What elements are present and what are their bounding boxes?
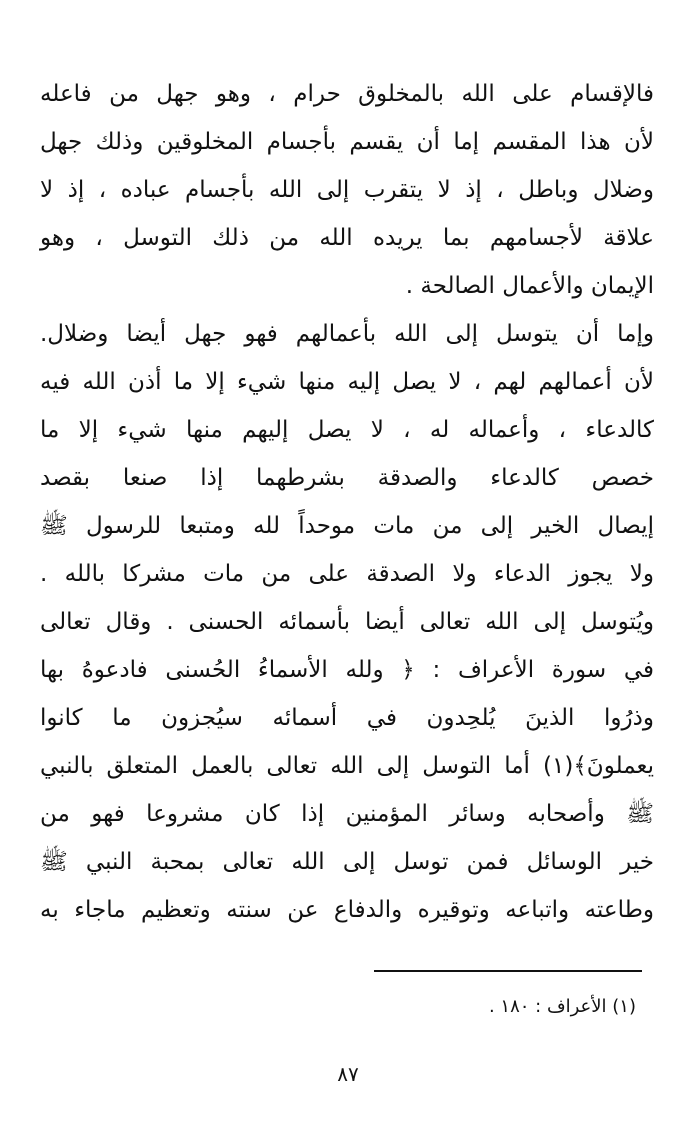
text-line: وذرُوا الذينَ يُلحِدون في أسمائه سيُجزون ما كانوا (40, 705, 654, 731)
text-line: الإيمان والأعمال الصالحة . (405, 273, 654, 299)
text-line: إيصال الخير إلى من مات موحداً لله ومتبعا للرسول ﷺ (40, 513, 654, 539)
text-line: وإما أن يتوسل إلى الله بأعمالهم فهو جهل أيضا وضلال. (40, 321, 654, 347)
text-line: لأن أعمالهم لهم ، لا يصل إليه منها شيء إلا ما أذن الله فيه (40, 369, 654, 395)
text-line: وضلال وباطل ، إذ لا يتقرب إلى الله بأجسام عباده ، إذ لا (40, 177, 654, 203)
text-line: لأن هذا المقسم إما أن يقسم بأجسام المخلوقين وذلك جهل (40, 129, 654, 155)
text-line: يعملونَ﴾(١) أما التوسل إلى الله تعالى بالعمل المتعلق بالنبي (40, 753, 654, 779)
text-line: فالإقسام على الله بالمخلوق حرام ، وهو جهل من فاعله (40, 81, 654, 107)
text-line: كالدعاء ، وأعماله له ، لا يصل إليهم منها شيء إلا ما (40, 417, 654, 443)
footnote-divider (374, 970, 642, 972)
page-number: ٨٧ (337, 1062, 359, 1086)
text-line: علاقة لأجسامهم بما يريده الله من ذلك التوسل ، وهو (40, 225, 654, 251)
text-line: ولا يجوز الدعاء ولا الصدقة على من مات مشركا بالله . (40, 561, 654, 587)
text-line: ﷺ وأصحابه وسائر المؤمنين إذا كان مشروعا فهو من (40, 801, 654, 827)
body-text (40, 70, 654, 934)
footnote: (١) الأعراف : ١٨٠ . (488, 996, 636, 1017)
text-line: في سورة الأعراف : ﴿ ولله الأسماءُ الحُسنى فادعوهُ بها (40, 657, 654, 683)
text-line: وطاعته واتباعه وتوقيره والدفاع عن سنته وتعظيم ماجاء به (40, 897, 654, 923)
text-line: خصص كالدعاء والصدقة بشرطهما إذا صنعا بقصد (40, 465, 654, 491)
text-line: ويُتوسل إلى الله تعالى أيضا بأسمائه الحسنى . وقال تعالى (40, 609, 654, 635)
text-line: خير الوسائل فمن توسل إلى الله تعالى بمحبة النبي ﷺ (40, 849, 654, 875)
